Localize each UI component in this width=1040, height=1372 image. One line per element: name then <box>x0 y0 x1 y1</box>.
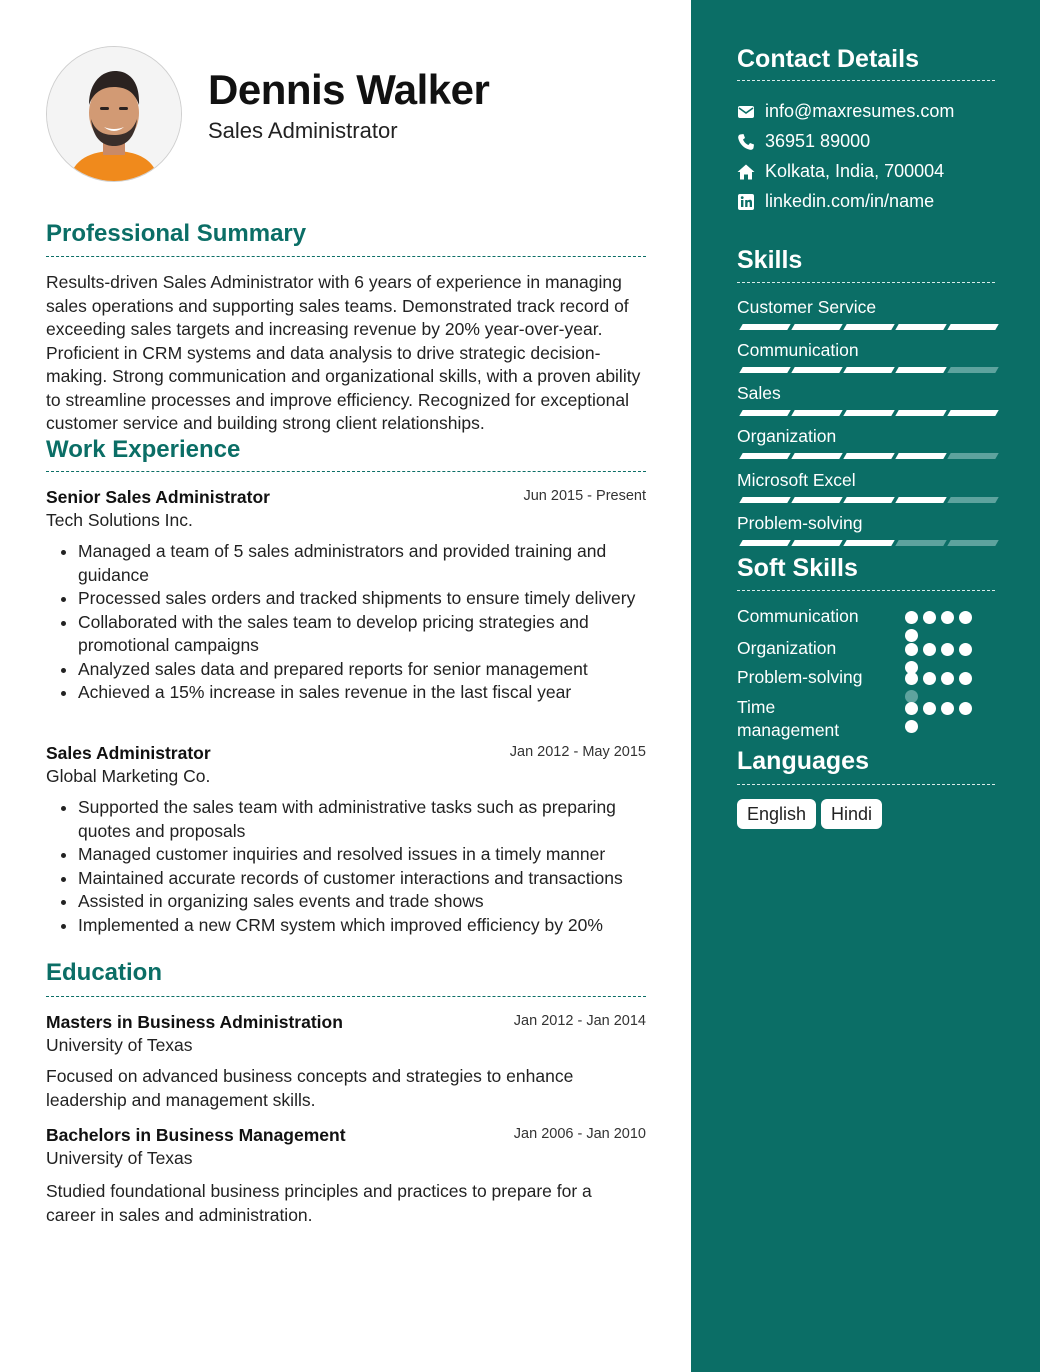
skill-level-segment <box>947 540 998 546</box>
phone-icon <box>737 133 755 151</box>
skill-level-segment <box>739 497 790 503</box>
rating-dot <box>941 672 954 685</box>
skill-level-segment <box>843 410 894 416</box>
address-text: Kolkata, India, 700004 <box>765 161 945 181</box>
rating-dot <box>959 643 972 656</box>
language-tag: Hindi <box>821 799 882 829</box>
school-name: University of Texas <box>46 1148 193 1168</box>
rating-dot <box>905 629 918 642</box>
rating-dot <box>923 643 936 656</box>
rating-dot <box>941 702 954 715</box>
soft-skill-rating <box>905 611 985 625</box>
job-company: Global Marketing Co. <box>46 766 211 786</box>
rating-dot <box>905 611 918 624</box>
candidate-name: Dennis Walker <box>208 66 490 113</box>
list-item: • Processed sales orders and tracked shipments to ensure timely delivery <box>78 587 646 611</box>
rating-dot <box>923 702 936 715</box>
contact-divider <box>737 80 995 81</box>
soft-skill-name: Organization <box>737 638 837 658</box>
education-description: Studied foundational business principles and practices to prepare for a career in sales and administration. <box>46 1181 592 1225</box>
skill-level-segment <box>895 453 946 459</box>
contact-email[interactable] <box>737 101 1017 125</box>
skill-level-segment <box>843 367 894 373</box>
skill-level-segment <box>947 324 998 330</box>
summary-divider <box>46 256 646 257</box>
education-date: Jan 2012 - Jan 2014 <box>513 1013 646 1029</box>
rating-dot <box>923 672 936 685</box>
list-item: • Managed customer inquiries and resolved issues in a timely manner <box>78 843 646 867</box>
skill-level-segment <box>739 324 790 330</box>
rating-dot <box>905 702 918 715</box>
skill-level-segment <box>791 367 842 373</box>
skill-level-segment <box>791 324 842 330</box>
skill-level-segment <box>843 453 894 459</box>
languages-heading: Languages <box>737 747 869 775</box>
skill-name: Customer Service <box>737 297 877 317</box>
skill-level-segment <box>947 453 998 459</box>
list-item: • Supported the sales team with administrative tasks such as preparing quotes and proposals <box>78 796 646 843</box>
skill-level-segment <box>947 497 998 503</box>
soft-skill-name: Time management <box>737 697 840 740</box>
summary-heading: Professional Summary <box>46 220 307 247</box>
skills-divider <box>737 282 995 283</box>
soft-skill-rating <box>905 643 985 657</box>
rating-dot <box>923 611 936 624</box>
contact-phone[interactable] <box>737 131 1017 155</box>
phone-text: 36951 89000 <box>765 131 871 151</box>
job-title: Senior Sales Administrator <box>46 487 270 507</box>
linkedin-text: linkedin.com/in/name <box>765 191 935 211</box>
rating-dot <box>959 611 972 624</box>
list-item: • Implemented a new CRM system which improved efficiency by 20% <box>78 914 646 938</box>
list-item: • Maintained accurate records of customer interactions and transactions <box>78 867 646 891</box>
skill-name: Organization <box>737 426 837 446</box>
job-company: Tech Solutions Inc. <box>46 510 193 530</box>
job-title: Sales Administrator <box>46 743 211 763</box>
rating-dot <box>959 672 972 685</box>
soft-skill-name: Communication <box>737 606 859 626</box>
skill-level-segment <box>895 497 946 503</box>
skill-level-segment <box>739 540 790 546</box>
skill-name: Sales <box>737 383 781 403</box>
person-illustration <box>47 47 181 181</box>
degree-title: Bachelors in Business Management <box>46 1125 346 1145</box>
school-name: University of Texas <box>46 1035 193 1055</box>
contact-address <box>737 161 1017 185</box>
profile-photo <box>46 46 182 182</box>
skill-level-segment <box>843 497 894 503</box>
skills-heading: Skills <box>737 246 803 274</box>
skill-level-segment <box>739 410 790 416</box>
soft-skill-rating <box>905 702 985 716</box>
soft-skills-heading: Soft Skills <box>737 554 858 582</box>
skill-level-bar <box>737 367 995 373</box>
envelope-icon <box>737 103 755 121</box>
skill-level-segment <box>791 540 842 546</box>
candidate-role: Sales Administrator <box>208 118 398 143</box>
experience-divider <box>46 471 646 472</box>
job-responsibilities <box>46 540 646 705</box>
skill-level-segment <box>895 410 946 416</box>
education-heading: Education <box>46 959 163 986</box>
email-text: info@maxresumes.com <box>765 101 955 121</box>
experience-heading: Work Experience <box>46 436 241 463</box>
list-item: • Achieved a 15% increase in sales revenue in the last fiscal year <box>78 681 646 705</box>
contact-linkedin[interactable] <box>737 191 1017 215</box>
skill-name: Microsoft Excel <box>737 470 856 490</box>
skill-level-bar <box>737 324 995 330</box>
contact-heading: Contact Details <box>737 45 919 73</box>
language-tag: English <box>737 799 816 829</box>
list-item: • Collaborated with the sales team to develop pricing strategies and promotional campaigns <box>78 611 646 658</box>
skill-level-bar <box>737 497 995 503</box>
skill-level-segment <box>843 540 894 546</box>
degree-title: Masters in Business Administration <box>46 1012 343 1032</box>
list-item: • Assisted in organizing sales events and trade shows <box>78 890 646 914</box>
skill-level-segment <box>739 453 790 459</box>
rating-dot <box>959 702 972 715</box>
skill-level-segment <box>791 453 842 459</box>
soft-skills-divider <box>737 590 995 591</box>
skill-level-bar <box>737 410 995 416</box>
rating-dot <box>905 720 918 733</box>
skill-level-bar <box>737 540 995 546</box>
skill-level-segment <box>947 367 998 373</box>
skill-level-segment <box>895 367 946 373</box>
languages-divider <box>737 784 995 785</box>
job-date: Jun 2015 - Present <box>523 488 646 504</box>
education-date: Jan 2006 - Jan 2010 <box>513 1126 646 1142</box>
education-divider <box>46 996 646 997</box>
skill-level-segment <box>895 540 946 546</box>
rating-dot <box>905 643 918 656</box>
soft-skill-name: Problem-solving <box>737 667 863 687</box>
linkedin-icon <box>737 193 755 211</box>
skill-level-segment <box>739 367 790 373</box>
skill-level-segment <box>791 410 842 416</box>
skill-level-segment <box>843 324 894 330</box>
summary-text: Results-driven Sales Administrator with 6 years of experience in managing sales operations and supporting sales teams. Demonstrated track record of exceeding sales targets and increasing revenue by 20% year-over-year. Proficient in CRM systems and data analysis to drive strategic decision-making. Strong communication and organizational skills, with a proven ability to streamline processes and improve efficiency. Recognized for exceptional customer service and building strong client relationships. <box>46 272 641 433</box>
rating-dot <box>941 643 954 656</box>
skill-name: Communication <box>737 340 859 360</box>
list-item: • Analyzed sales data and prepared reports for senior management <box>78 658 646 682</box>
rating-dot <box>905 672 918 685</box>
job-responsibilities <box>46 796 646 937</box>
sidebar <box>691 0 1040 1372</box>
education-description: Focused on advanced business concepts and strategies to enhance leadership and management skills. <box>46 1066 574 1110</box>
skill-level-segment <box>791 497 842 503</box>
soft-skill-rating <box>905 672 985 686</box>
skill-level-segment <box>947 410 998 416</box>
list-item: • Managed a team of 5 sales administrators and provided training and guidance <box>78 540 646 587</box>
skill-level-bar <box>737 453 995 459</box>
skill-level-segment <box>895 324 946 330</box>
rating-dot <box>941 611 954 624</box>
home-icon <box>737 163 755 181</box>
skill-name: Problem-solving <box>737 513 863 533</box>
job-date: Jan 2012 - May 2015 <box>509 744 646 760</box>
